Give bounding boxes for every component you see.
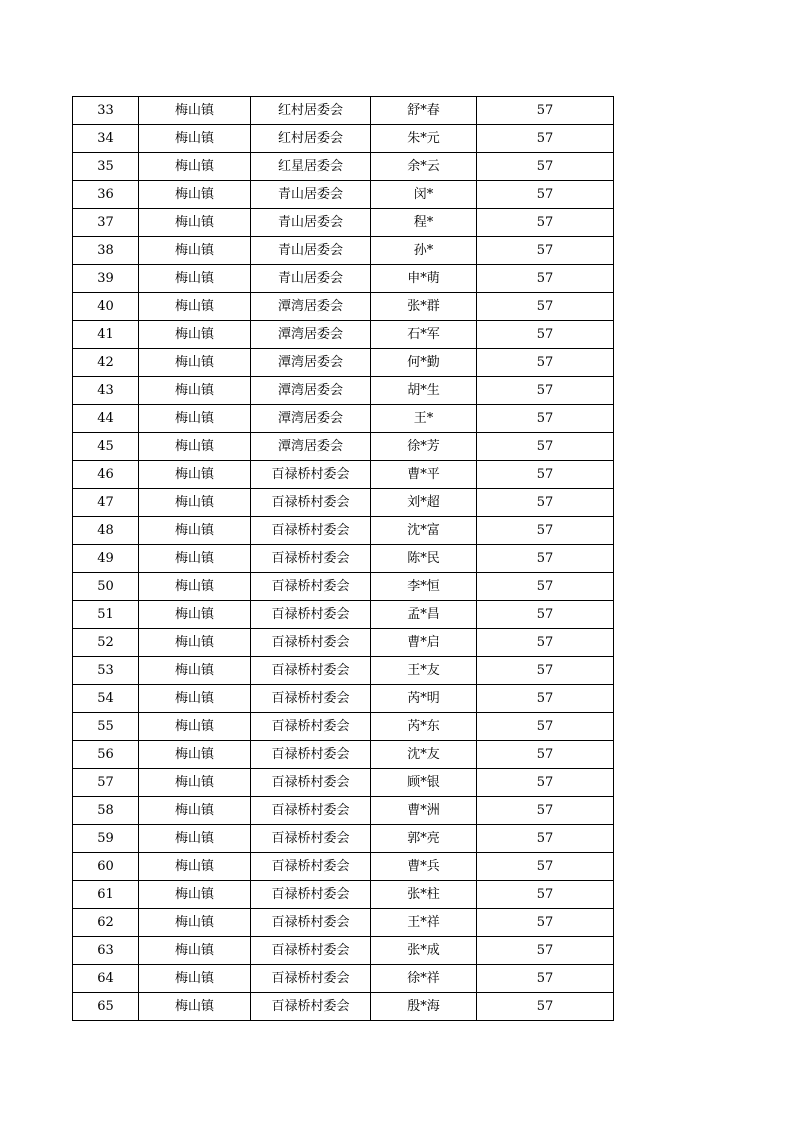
town-cell: 梅山镇: [139, 629, 251, 657]
committee-cell: 百禄桥村委会: [251, 489, 371, 517]
row-number-cell: 54: [73, 685, 139, 713]
committee-cell: 百禄桥村委会: [251, 601, 371, 629]
value-cell: 57: [477, 517, 614, 545]
name-cell: 程*: [371, 209, 477, 237]
town-cell: 梅山镇: [139, 97, 251, 125]
table-row: [73, 909, 614, 937]
row-number-cell: 38: [73, 237, 139, 265]
town-cell: 梅山镇: [139, 321, 251, 349]
name-cell: 陈*民: [371, 545, 477, 573]
town-cell: 梅山镇: [139, 713, 251, 741]
town-cell: 梅山镇: [139, 965, 251, 993]
town-cell: 梅山镇: [139, 909, 251, 937]
table-row: [73, 237, 614, 265]
name-cell: 舒*春: [371, 97, 477, 125]
committee-cell: 百禄桥村委会: [251, 853, 371, 881]
row-number-cell: 62: [73, 909, 139, 937]
table-row: [73, 713, 614, 741]
table-row: [73, 461, 614, 489]
value-cell: 57: [477, 321, 614, 349]
value-cell: 57: [477, 377, 614, 405]
value-cell: 57: [477, 657, 614, 685]
town-cell: 梅山镇: [139, 601, 251, 629]
name-cell: 芮*东: [371, 713, 477, 741]
town-cell: 梅山镇: [139, 517, 251, 545]
town-cell: 梅山镇: [139, 993, 251, 1021]
town-cell: 梅山镇: [139, 125, 251, 153]
table-row: [73, 265, 614, 293]
table-row: [73, 965, 614, 993]
committee-cell: 百禄桥村委会: [251, 797, 371, 825]
table-row: [73, 685, 614, 713]
committee-cell: 潭湾居委会: [251, 321, 371, 349]
committee-cell: 百禄桥村委会: [251, 909, 371, 937]
table-row: [73, 125, 614, 153]
committee-cell: 百禄桥村委会: [251, 881, 371, 909]
table-row: [73, 433, 614, 461]
name-cell: 何*勤: [371, 349, 477, 377]
name-cell: 余*云: [371, 153, 477, 181]
row-number-cell: 48: [73, 517, 139, 545]
name-cell: 芮*明: [371, 685, 477, 713]
town-cell: 梅山镇: [139, 825, 251, 853]
name-cell: 王*友: [371, 657, 477, 685]
table-row: [73, 741, 614, 769]
roster-table: [72, 96, 614, 1021]
committee-cell: 百禄桥村委会: [251, 769, 371, 797]
table-row: [73, 209, 614, 237]
committee-cell: 百禄桥村委会: [251, 741, 371, 769]
town-cell: 梅山镇: [139, 685, 251, 713]
roster-table-body: [73, 97, 614, 1021]
value-cell: 57: [477, 573, 614, 601]
table-row: [73, 881, 614, 909]
name-cell: 孟*昌: [371, 601, 477, 629]
name-cell: 王*祥: [371, 909, 477, 937]
committee-cell: 百禄桥村委会: [251, 993, 371, 1021]
row-number-cell: 61: [73, 881, 139, 909]
row-number-cell: 59: [73, 825, 139, 853]
row-number-cell: 46: [73, 461, 139, 489]
row-number-cell: 65: [73, 993, 139, 1021]
town-cell: 梅山镇: [139, 405, 251, 433]
committee-cell: 百禄桥村委会: [251, 629, 371, 657]
committee-cell: 青山居委会: [251, 181, 371, 209]
table-row: [73, 797, 614, 825]
name-cell: 孙*: [371, 237, 477, 265]
value-cell: 57: [477, 265, 614, 293]
row-number-cell: 53: [73, 657, 139, 685]
value-cell: 57: [477, 881, 614, 909]
town-cell: 梅山镇: [139, 349, 251, 377]
table-row: [73, 853, 614, 881]
town-cell: 梅山镇: [139, 937, 251, 965]
table-row: [73, 489, 614, 517]
town-cell: 梅山镇: [139, 237, 251, 265]
row-number-cell: 55: [73, 713, 139, 741]
committee-cell: 潭湾居委会: [251, 293, 371, 321]
row-number-cell: 40: [73, 293, 139, 321]
committee-cell: 百禄桥村委会: [251, 461, 371, 489]
value-cell: 57: [477, 685, 614, 713]
table-row: [73, 97, 614, 125]
committee-cell: 百禄桥村委会: [251, 965, 371, 993]
value-cell: 57: [477, 769, 614, 797]
name-cell: 石*军: [371, 321, 477, 349]
value-cell: 57: [477, 97, 614, 125]
row-number-cell: 50: [73, 573, 139, 601]
value-cell: 57: [477, 825, 614, 853]
town-cell: 梅山镇: [139, 573, 251, 601]
value-cell: 57: [477, 489, 614, 517]
value-cell: 57: [477, 461, 614, 489]
value-cell: 57: [477, 937, 614, 965]
town-cell: 梅山镇: [139, 881, 251, 909]
committee-cell: 百禄桥村委会: [251, 657, 371, 685]
committee-cell: 潭湾居委会: [251, 377, 371, 405]
row-number-cell: 60: [73, 853, 139, 881]
name-cell: 张*成: [371, 937, 477, 965]
row-number-cell: 36: [73, 181, 139, 209]
table-row: [73, 545, 614, 573]
name-cell: 曹*平: [371, 461, 477, 489]
committee-cell: 红星居委会: [251, 153, 371, 181]
row-number-cell: 39: [73, 265, 139, 293]
value-cell: 57: [477, 433, 614, 461]
committee-cell: 红村居委会: [251, 97, 371, 125]
value-cell: 57: [477, 853, 614, 881]
value-cell: 57: [477, 293, 614, 321]
name-cell: 郭*亮: [371, 825, 477, 853]
value-cell: 57: [477, 993, 614, 1021]
name-cell: 张*群: [371, 293, 477, 321]
town-cell: 梅山镇: [139, 853, 251, 881]
value-cell: 57: [477, 181, 614, 209]
table-row: [73, 377, 614, 405]
town-cell: 梅山镇: [139, 769, 251, 797]
committee-cell: 百禄桥村委会: [251, 937, 371, 965]
committee-cell: 潭湾居委会: [251, 433, 371, 461]
name-cell: 闵*: [371, 181, 477, 209]
committee-cell: 潭湾居委会: [251, 349, 371, 377]
table-row: [73, 769, 614, 797]
table-row: [73, 657, 614, 685]
table-row: [73, 153, 614, 181]
row-number-cell: 34: [73, 125, 139, 153]
row-number-cell: 64: [73, 965, 139, 993]
value-cell: 57: [477, 237, 614, 265]
name-cell: 王*: [371, 405, 477, 433]
town-cell: 梅山镇: [139, 209, 251, 237]
town-cell: 梅山镇: [139, 377, 251, 405]
committee-cell: 百禄桥村委会: [251, 825, 371, 853]
table-row: [73, 517, 614, 545]
row-number-cell: 41: [73, 321, 139, 349]
name-cell: 曹*启: [371, 629, 477, 657]
town-cell: 梅山镇: [139, 461, 251, 489]
table-row: [73, 937, 614, 965]
name-cell: 朱*元: [371, 125, 477, 153]
name-cell: 沈*富: [371, 517, 477, 545]
value-cell: 57: [477, 741, 614, 769]
row-number-cell: 51: [73, 601, 139, 629]
town-cell: 梅山镇: [139, 265, 251, 293]
town-cell: 梅山镇: [139, 545, 251, 573]
committee-cell: 青山居委会: [251, 237, 371, 265]
name-cell: 殷*海: [371, 993, 477, 1021]
name-cell: 曹*洲: [371, 797, 477, 825]
table-row: [73, 321, 614, 349]
row-number-cell: 47: [73, 489, 139, 517]
name-cell: 胡*生: [371, 377, 477, 405]
town-cell: 梅山镇: [139, 741, 251, 769]
committee-cell: 红村居委会: [251, 125, 371, 153]
name-cell: 徐*祥: [371, 965, 477, 993]
value-cell: 57: [477, 349, 614, 377]
table-row: [73, 573, 614, 601]
town-cell: 梅山镇: [139, 489, 251, 517]
town-cell: 梅山镇: [139, 433, 251, 461]
committee-cell: 百禄桥村委会: [251, 685, 371, 713]
committee-cell: 青山居委会: [251, 209, 371, 237]
value-cell: 57: [477, 797, 614, 825]
table-row: [73, 993, 614, 1021]
value-cell: 57: [477, 405, 614, 433]
row-number-cell: 33: [73, 97, 139, 125]
committee-cell: 百禄桥村委会: [251, 573, 371, 601]
committee-cell: 百禄桥村委会: [251, 517, 371, 545]
committee-cell: 青山居委会: [251, 265, 371, 293]
table-row: [73, 293, 614, 321]
value-cell: 57: [477, 545, 614, 573]
row-number-cell: 57: [73, 769, 139, 797]
table-row: [73, 629, 614, 657]
town-cell: 梅山镇: [139, 657, 251, 685]
table-row: [73, 181, 614, 209]
value-cell: 57: [477, 965, 614, 993]
table-row: [73, 349, 614, 377]
name-cell: 徐*芳: [371, 433, 477, 461]
name-cell: 李*恒: [371, 573, 477, 601]
committee-cell: 潭湾居委会: [251, 405, 371, 433]
table-row: [73, 825, 614, 853]
name-cell: 沈*友: [371, 741, 477, 769]
row-number-cell: 49: [73, 545, 139, 573]
value-cell: 57: [477, 125, 614, 153]
name-cell: 申*萌: [371, 265, 477, 293]
town-cell: 梅山镇: [139, 293, 251, 321]
value-cell: 57: [477, 209, 614, 237]
name-cell: 刘*超: [371, 489, 477, 517]
committee-cell: 百禄桥村委会: [251, 545, 371, 573]
name-cell: 顾*银: [371, 769, 477, 797]
row-number-cell: 63: [73, 937, 139, 965]
row-number-cell: 42: [73, 349, 139, 377]
value-cell: 57: [477, 601, 614, 629]
value-cell: 57: [477, 909, 614, 937]
row-number-cell: 35: [73, 153, 139, 181]
value-cell: 57: [477, 153, 614, 181]
table-row: [73, 601, 614, 629]
town-cell: 梅山镇: [139, 153, 251, 181]
row-number-cell: 58: [73, 797, 139, 825]
committee-cell: 百禄桥村委会: [251, 713, 371, 741]
name-cell: 张*柱: [371, 881, 477, 909]
row-number-cell: 52: [73, 629, 139, 657]
row-number-cell: 45: [73, 433, 139, 461]
name-cell: 曹*兵: [371, 853, 477, 881]
row-number-cell: 43: [73, 377, 139, 405]
town-cell: 梅山镇: [139, 797, 251, 825]
value-cell: 57: [477, 629, 614, 657]
row-number-cell: 37: [73, 209, 139, 237]
table-row: [73, 405, 614, 433]
town-cell: 梅山镇: [139, 181, 251, 209]
row-number-cell: 44: [73, 405, 139, 433]
row-number-cell: 56: [73, 741, 139, 769]
value-cell: 57: [477, 713, 614, 741]
